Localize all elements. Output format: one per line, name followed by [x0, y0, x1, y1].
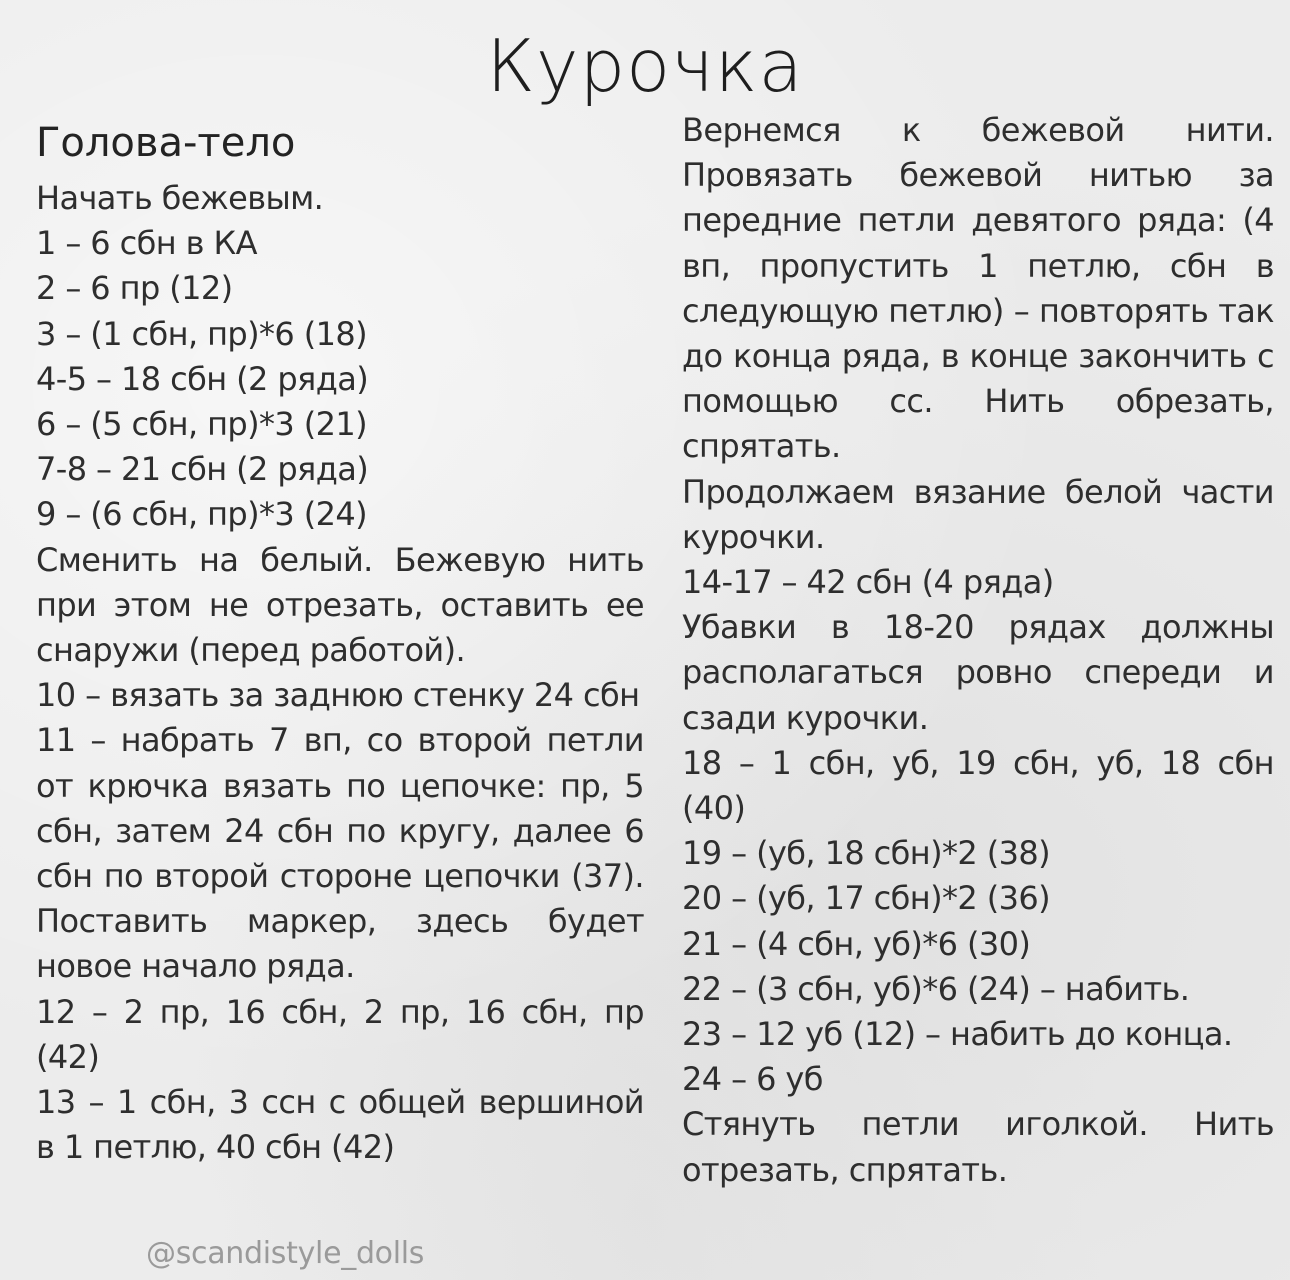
instruction-line: 22 – (3 сбн, уб)*6 (24) – набить.: [682, 969, 1190, 1008]
page-title: Курочка: [486, 24, 804, 108]
instruction-line: 14-17 – 42 сбн (4 ряда): [682, 563, 1054, 602]
right-column: [682, 108, 1274, 1193]
instruction-paragraph: 10 – вязать за заднюю стенку 24 сбн: [36, 676, 640, 715]
instruction-line: 21 – (4 сбн, уб)*6 (30): [682, 924, 1031, 963]
instruction-paragraph: Вернемся к бежевой нити. Провязать бежевой нитью за передние петли девятого ряда: (4 вп, пропустить 1 петлю, сбн в следующую петлю) – повторять так до конца ряда, в конце закончить с помощью сс. Нить обрезать, спрятать.: [682, 111, 1274, 466]
instruction-paragraph: 13 – 1 сбн, 3 ссн с общей вершиной в 1 петлю, 40 сбн (42): [36, 1083, 644, 1167]
instruction-line: 20 – (уб, 17 сбн)*2 (36): [682, 879, 1051, 918]
instruction-line: 6 – (5 сбн, пр)*3 (21): [36, 405, 368, 444]
instruction-paragraph: Продолжаем вязание белой части курочки.: [682, 472, 1274, 556]
instruction-line: 24 – 6 уб: [682, 1060, 823, 1099]
instruction-paragraph: 12 – 2 пр, 16 сбн, 2 пр, 16 сбн, пр (42): [36, 992, 644, 1076]
instruction-paragraph: Сменить на белый. Бежевую нить при этом не отрезать, оставить ее снаружи (перед работой).: [36, 540, 644, 670]
instruction-line: 2 – 6 пр (12): [36, 269, 233, 308]
instruction-line: 23 – 12 уб (12) – набить до конца.: [682, 1015, 1233, 1054]
instruction-paragraph: 18 – 1 сбн, уб, 19 сбн, уб, 18 сбн (40): [682, 743, 1274, 828]
instruction-line: 1 – 6 сбн в КА: [36, 224, 257, 263]
instruction-line: Начать бежевым.: [36, 179, 324, 217]
author-watermark: @scandistyle_dolls: [146, 1236, 425, 1271]
instruction-paragraph: 11 – набрать 7 вп, со второй петли от крючка вязать по цепочке: пр, 5 сбн, затем 24 сбн по кругу, далее 6 сбн по второй стороне цепочки (37). Поставить маркер, здесь будет новое начало ряда.: [36, 721, 644, 986]
instruction-paragraph: Убавки в 18-20 рядах должны располагаться ровно спереди и сзади курочки.: [682, 608, 1274, 737]
instruction-paragraph: Стянуть петли иголкой. Нить отрезать, спрятать.: [682, 1105, 1274, 1189]
left-column: [36, 108, 644, 1170]
instruction-line: 9 – (6 сбн, пр)*3 (24): [36, 495, 368, 534]
instruction-line: 19 – (уб, 18 сбн)*2 (38): [682, 834, 1051, 873]
instruction-line: 3 – (1 сбн, пр)*6 (18): [36, 314, 368, 353]
instruction-line: 7-8 – 21 сбн (2 ряда): [36, 450, 369, 489]
section-heading-head-body: Голова-тело: [36, 120, 296, 166]
instruction-line: 4-5 – 18 сбн (2 ряда): [36, 359, 369, 398]
